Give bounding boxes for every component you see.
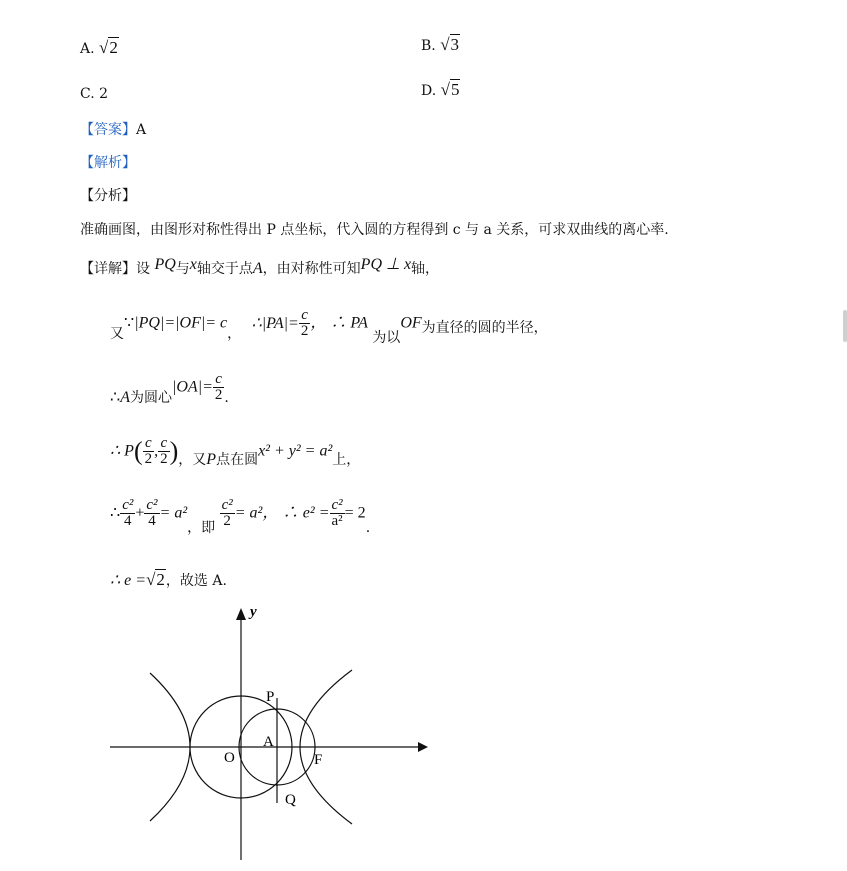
- option-a-value: √2: [99, 38, 118, 57]
- point-q-label: Q: [285, 792, 296, 808]
- detail-tag: 【详解】: [80, 261, 136, 277]
- fenxi-text: 准确画图，由图形对称性得出 P 点坐标，代入圆的方程得到 c 与 a 关系，可求双曲线的离心率.: [80, 222, 669, 238]
- hyperbola-figure: [100, 598, 440, 863]
- line-2: 又∵|PQ|=|OF|= c， ∴|PA|= $\frac{c}{2}$ ， ∴ PA 为以OF为直径的圆的半径，: [110, 307, 548, 346]
- x-axis-arrow: [418, 742, 428, 752]
- point-a-label: A: [263, 734, 274, 750]
- detail-line: 【详解】设 PQ与x轴交于点A，由对称性可知PQ ⊥ x轴，: [80, 256, 440, 277]
- option-b: [421, 35, 460, 55]
- y-axis-arrow: [236, 608, 246, 620]
- scrollbar[interactable]: [843, 310, 847, 342]
- answer-line: [80, 119, 146, 139]
- option-b-label: B.: [421, 38, 436, 54]
- line-6: ∴ e =√2，故选 A.: [110, 570, 227, 589]
- option-d-value: √5: [440, 80, 460, 99]
- answer-tag: 【答案】: [80, 122, 136, 138]
- option-a-label: A.: [80, 41, 95, 57]
- option-a: [80, 38, 119, 58]
- option-d-label: D.: [421, 83, 437, 99]
- y-label: y: [250, 604, 257, 620]
- line-4: ∴ P( $\frac{c}{2}$ , $\frac{c}{2}$ )，又P点在圆x² + y² = a²上，: [110, 435, 361, 468]
- answer-value: A: [136, 122, 147, 138]
- point-f-label: F: [314, 752, 323, 768]
- fenxi-tag: 【分析】: [80, 188, 136, 204]
- point-p-label: P: [266, 689, 275, 705]
- line-5: ∴ $\frac{\text{c²}}{4}$ + $\frac{\text{c²}}{4}$ = a²，即 $\frac{\text{c²}}{2}$ = a²， ∴ e² = $\frac{\text{c²}}{\text{a²}}$ = 2.: [110, 497, 371, 536]
- point-o-label: O: [224, 750, 235, 766]
- option-b-value: √3: [440, 35, 460, 54]
- option-d: [421, 80, 460, 100]
- jiexi-tag: 【解析】: [80, 155, 136, 171]
- line-3: ∴A为圆心|OA|= $\frac{c}{2}$ .: [110, 371, 229, 406]
- option-c: C. 2: [80, 86, 109, 102]
